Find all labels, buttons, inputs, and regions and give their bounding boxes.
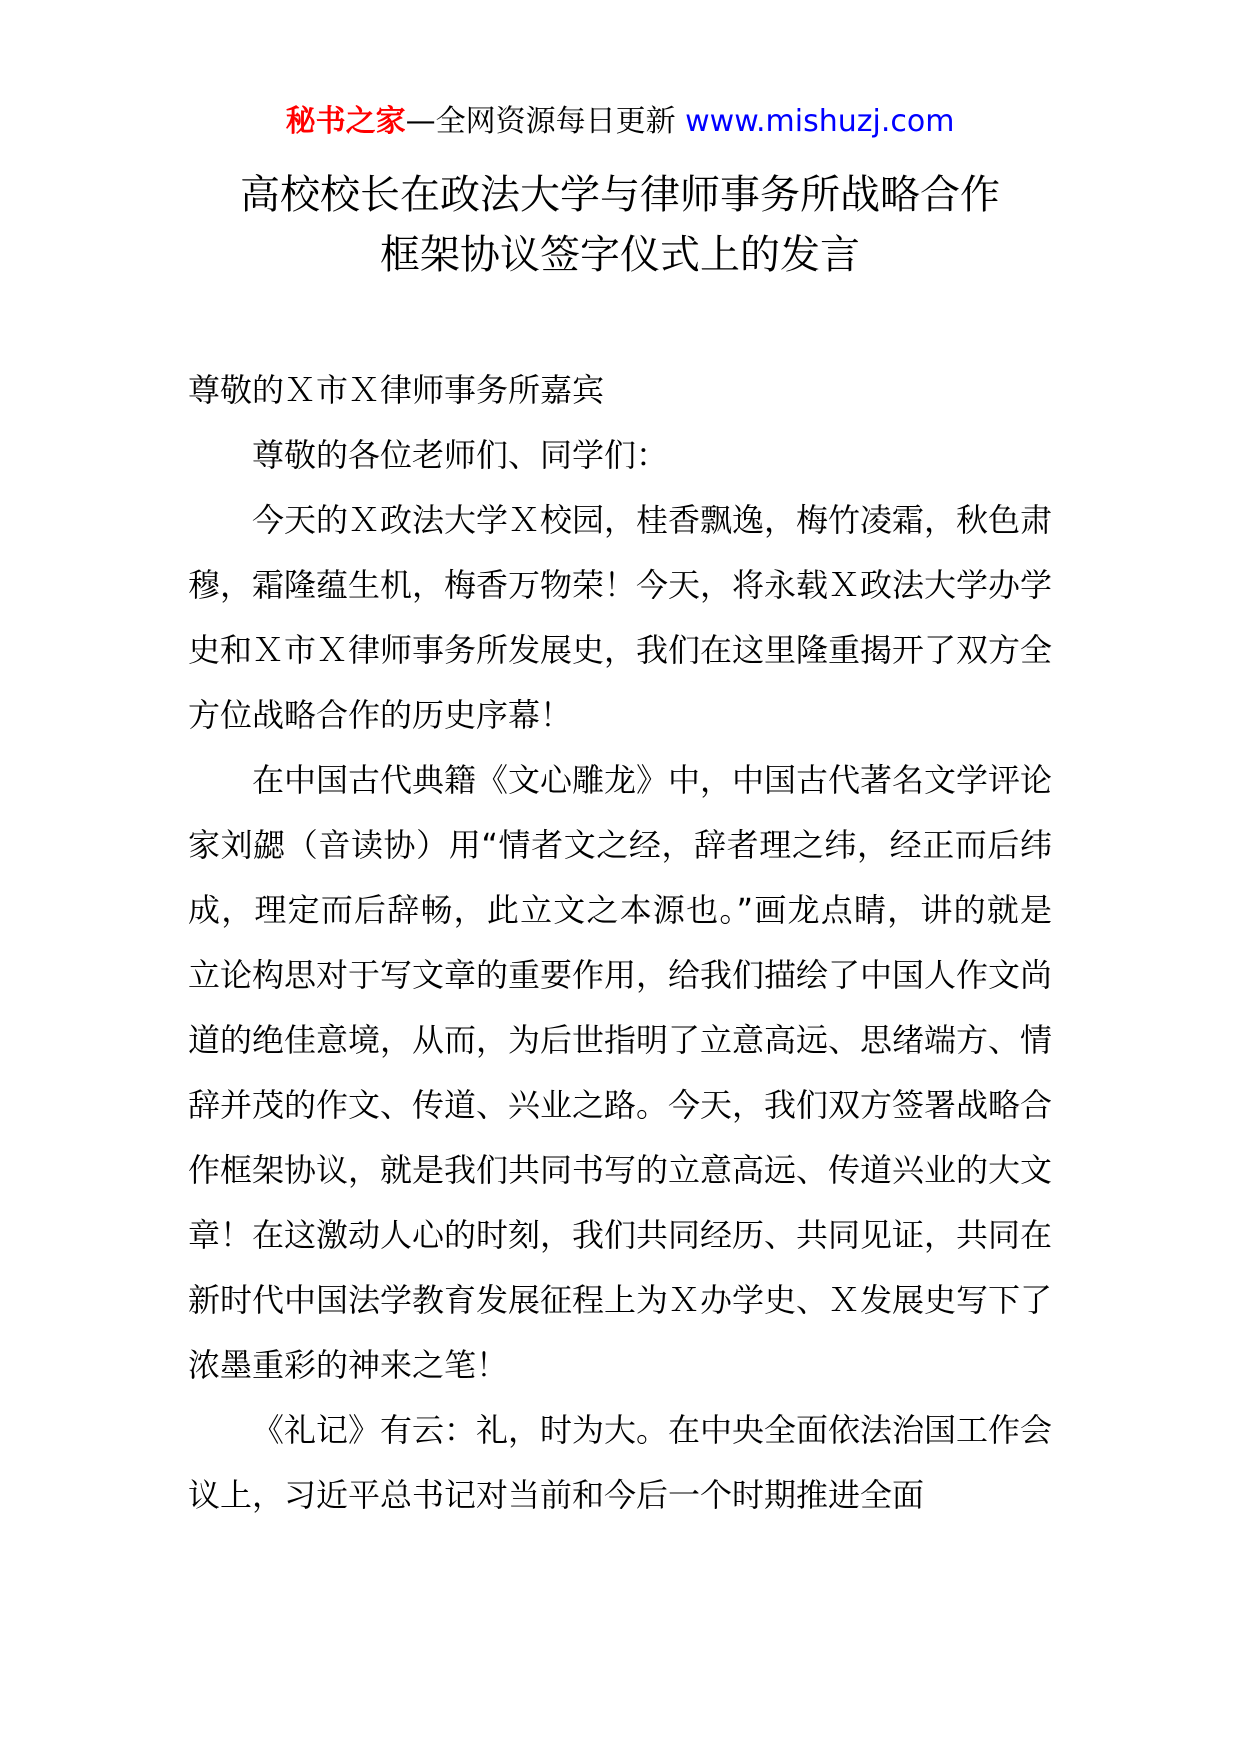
site-url-link[interactable]: www.mishuzj.com bbox=[685, 104, 955, 139]
paragraph-liji: 《礼记》有云：礼，时为大。在中央全面依法治国工作会议上，习近平总书记对当前和今后一个时期推进全面 bbox=[188, 1411, 1053, 1514]
document-title bbox=[120, 165, 1120, 285]
document-body bbox=[188, 358, 1052, 1528]
brand-name: 秘书之家 bbox=[285, 104, 406, 139]
title-line-1: 高校校长在政法大学与律师事务所战略合作 bbox=[240, 172, 1000, 218]
salutation-guests: 尊敬的Ｘ市Ｘ律师事务所嘉宾 bbox=[188, 371, 605, 409]
title-line-2: 框架协议签字仪式上的发言 bbox=[380, 232, 860, 278]
paragraph-wenxin-diaolong: 在中国古代典籍《文心雕龙》中，中国古代著名文学评论家刘勰（音读协）用“情者文之经，辞者理之纬，经正而后纬成，理定而后辞畅，此立文之本源也。”画龙点睛，讲的就是立论构思对于写文章的重要作用，给我们描绘了中国人作文尚道的绝佳意境，从而，为后世指明了立意高远、思绪端方、情辞并茂的作文、传道、兴业之路。今天，我们双方签署战略合作框架协议，就是我们共同书写的立意高远、传道兴业的大文章！在这激动人心的时刻，我们共同经历、共同见证，共同在新时代中国法学教育发展征程上为Ｘ办学史、Ｘ发展史写下了浓墨重彩的神来之笔！ bbox=[188, 761, 1053, 1384]
banner-tagline: —全网资源每日更新 bbox=[405, 104, 686, 139]
site-banner bbox=[0, 102, 1240, 142]
salutation-teachers-students: 尊敬的各位老师们、同学们： bbox=[252, 436, 669, 474]
paragraph-opening: 今天的Ｘ政法大学Ｘ校园，桂香飘逸，梅竹凌霜，秋色肃穆，霜隆蕴生机，梅香万物荣！今天，将永载Ｘ政法大学办学史和Ｘ市Ｘ律师事务所发展史，我们在这里隆重揭开了双方全方位战略合作的历史序幕！ bbox=[188, 501, 1053, 734]
